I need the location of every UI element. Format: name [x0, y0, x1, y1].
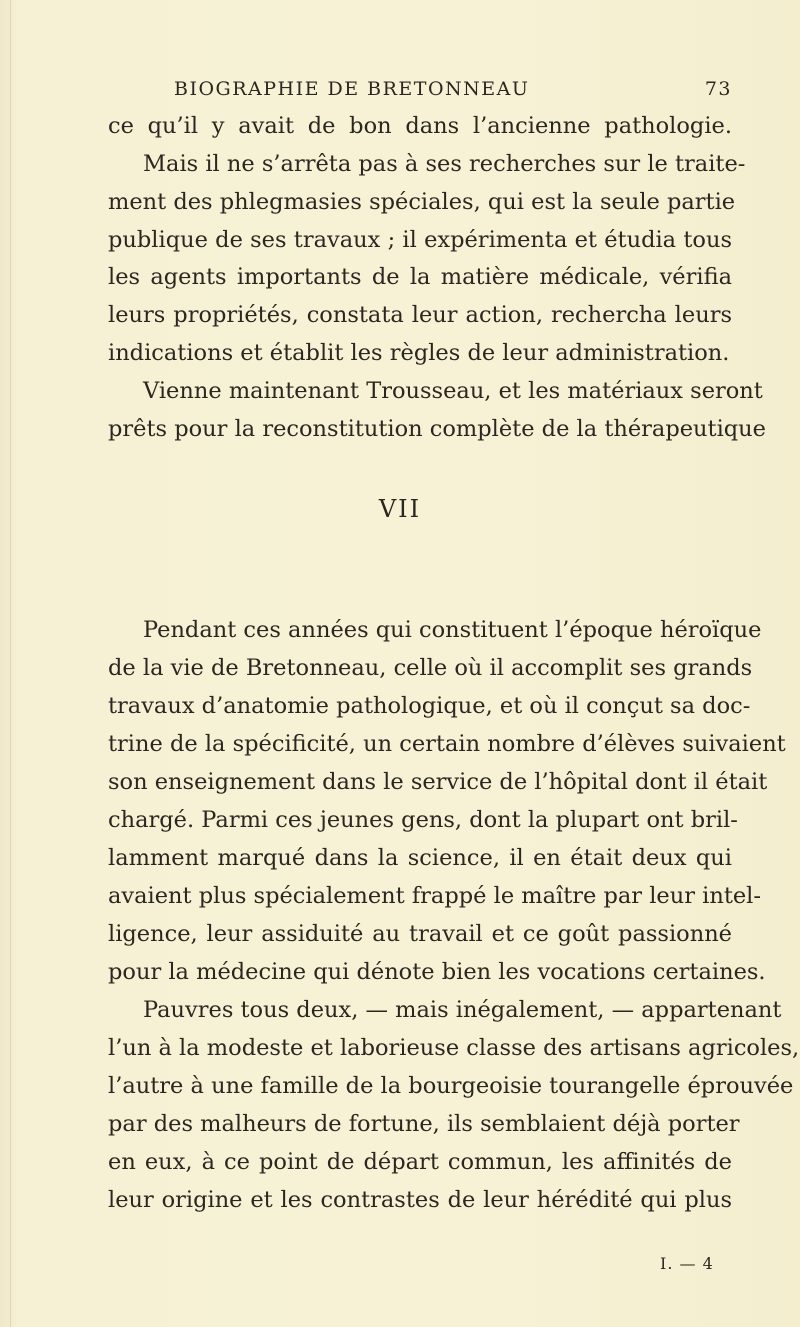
- text-line: ce qu’il y avait de bon dans l’ancienne pathologie.: [108, 113, 732, 139]
- text-line: chargé. Parmi ces jeunes gens, dont la plupart ont bril-: [108, 807, 738, 833]
- text-line: Pendant ces années qui constituent l’époque héroïque: [143, 617, 762, 643]
- text-line: ligence, leur assiduité au travail et ce goût passionné: [108, 921, 732, 947]
- text-line: l’autre à une famille de la bourgeoisie tourangelle éprouvée: [108, 1073, 794, 1099]
- text-line: Mais il ne s’arrêta pas à ses recherches sur le traite-: [143, 151, 746, 177]
- text-line: publique de ses travaux ; il expérimenta et étudia tous: [108, 227, 732, 253]
- section-heading: VII: [378, 495, 422, 523]
- page-edge: [10, 0, 11, 1327]
- text-line: les agents importants de la matière médicale, vérifia: [108, 264, 732, 290]
- text-line: lamment marqué dans la science, il en était deux qui: [108, 845, 732, 871]
- text-line: prêts pour la reconstitution complète de la thérapeutique: [108, 416, 766, 442]
- text-line: de la vie de Bretonneau, celle où il accomplit ses grands: [108, 655, 753, 681]
- text-line: Pauvres tous deux, — mais inégalement, — appartenant: [143, 997, 782, 1023]
- text-line: leur origine et les contrastes de leur hérédité qui plus: [108, 1187, 732, 1213]
- text-line: son enseignement dans le service de l’hôpital dont il était: [108, 769, 768, 795]
- text-line: pour la médecine qui dénote bien les vocations certaines.: [108, 959, 766, 985]
- page-number: 73: [704, 78, 732, 100]
- running-title: BIOGRAPHIE DE BRETONNEAU: [174, 78, 530, 100]
- text-line: par des malheurs de fortune, ils semblaient déjà porter: [108, 1111, 740, 1137]
- page-header: [108, 78, 732, 108]
- text-line: en eux, à ce point de départ commun, les affinités de: [108, 1149, 732, 1175]
- text-line: avaient plus spécialement frappé le maître par leur intel-: [108, 883, 761, 909]
- printer-signature: I. — 4: [660, 1254, 714, 1273]
- text-line: Vienne maintenant Trousseau, et les matériaux seront: [143, 378, 763, 404]
- text-line: indications et établit les règles de leur administration.: [108, 340, 730, 366]
- text-line: travaux d’anatomie pathologique, et où il conçut sa doc-: [108, 693, 751, 719]
- text-line: leurs propriétés, constata leur action, rechercha leurs: [108, 302, 732, 328]
- text-line: ment des phlegmasies spéciales, qui est la seule partie: [108, 189, 736, 215]
- text-line: trine de la spécificité, un certain nombre d’élèves suivaient: [108, 731, 786, 757]
- text-line: l’un à la modeste et laborieuse classe des artisans agricoles,: [108, 1035, 800, 1061]
